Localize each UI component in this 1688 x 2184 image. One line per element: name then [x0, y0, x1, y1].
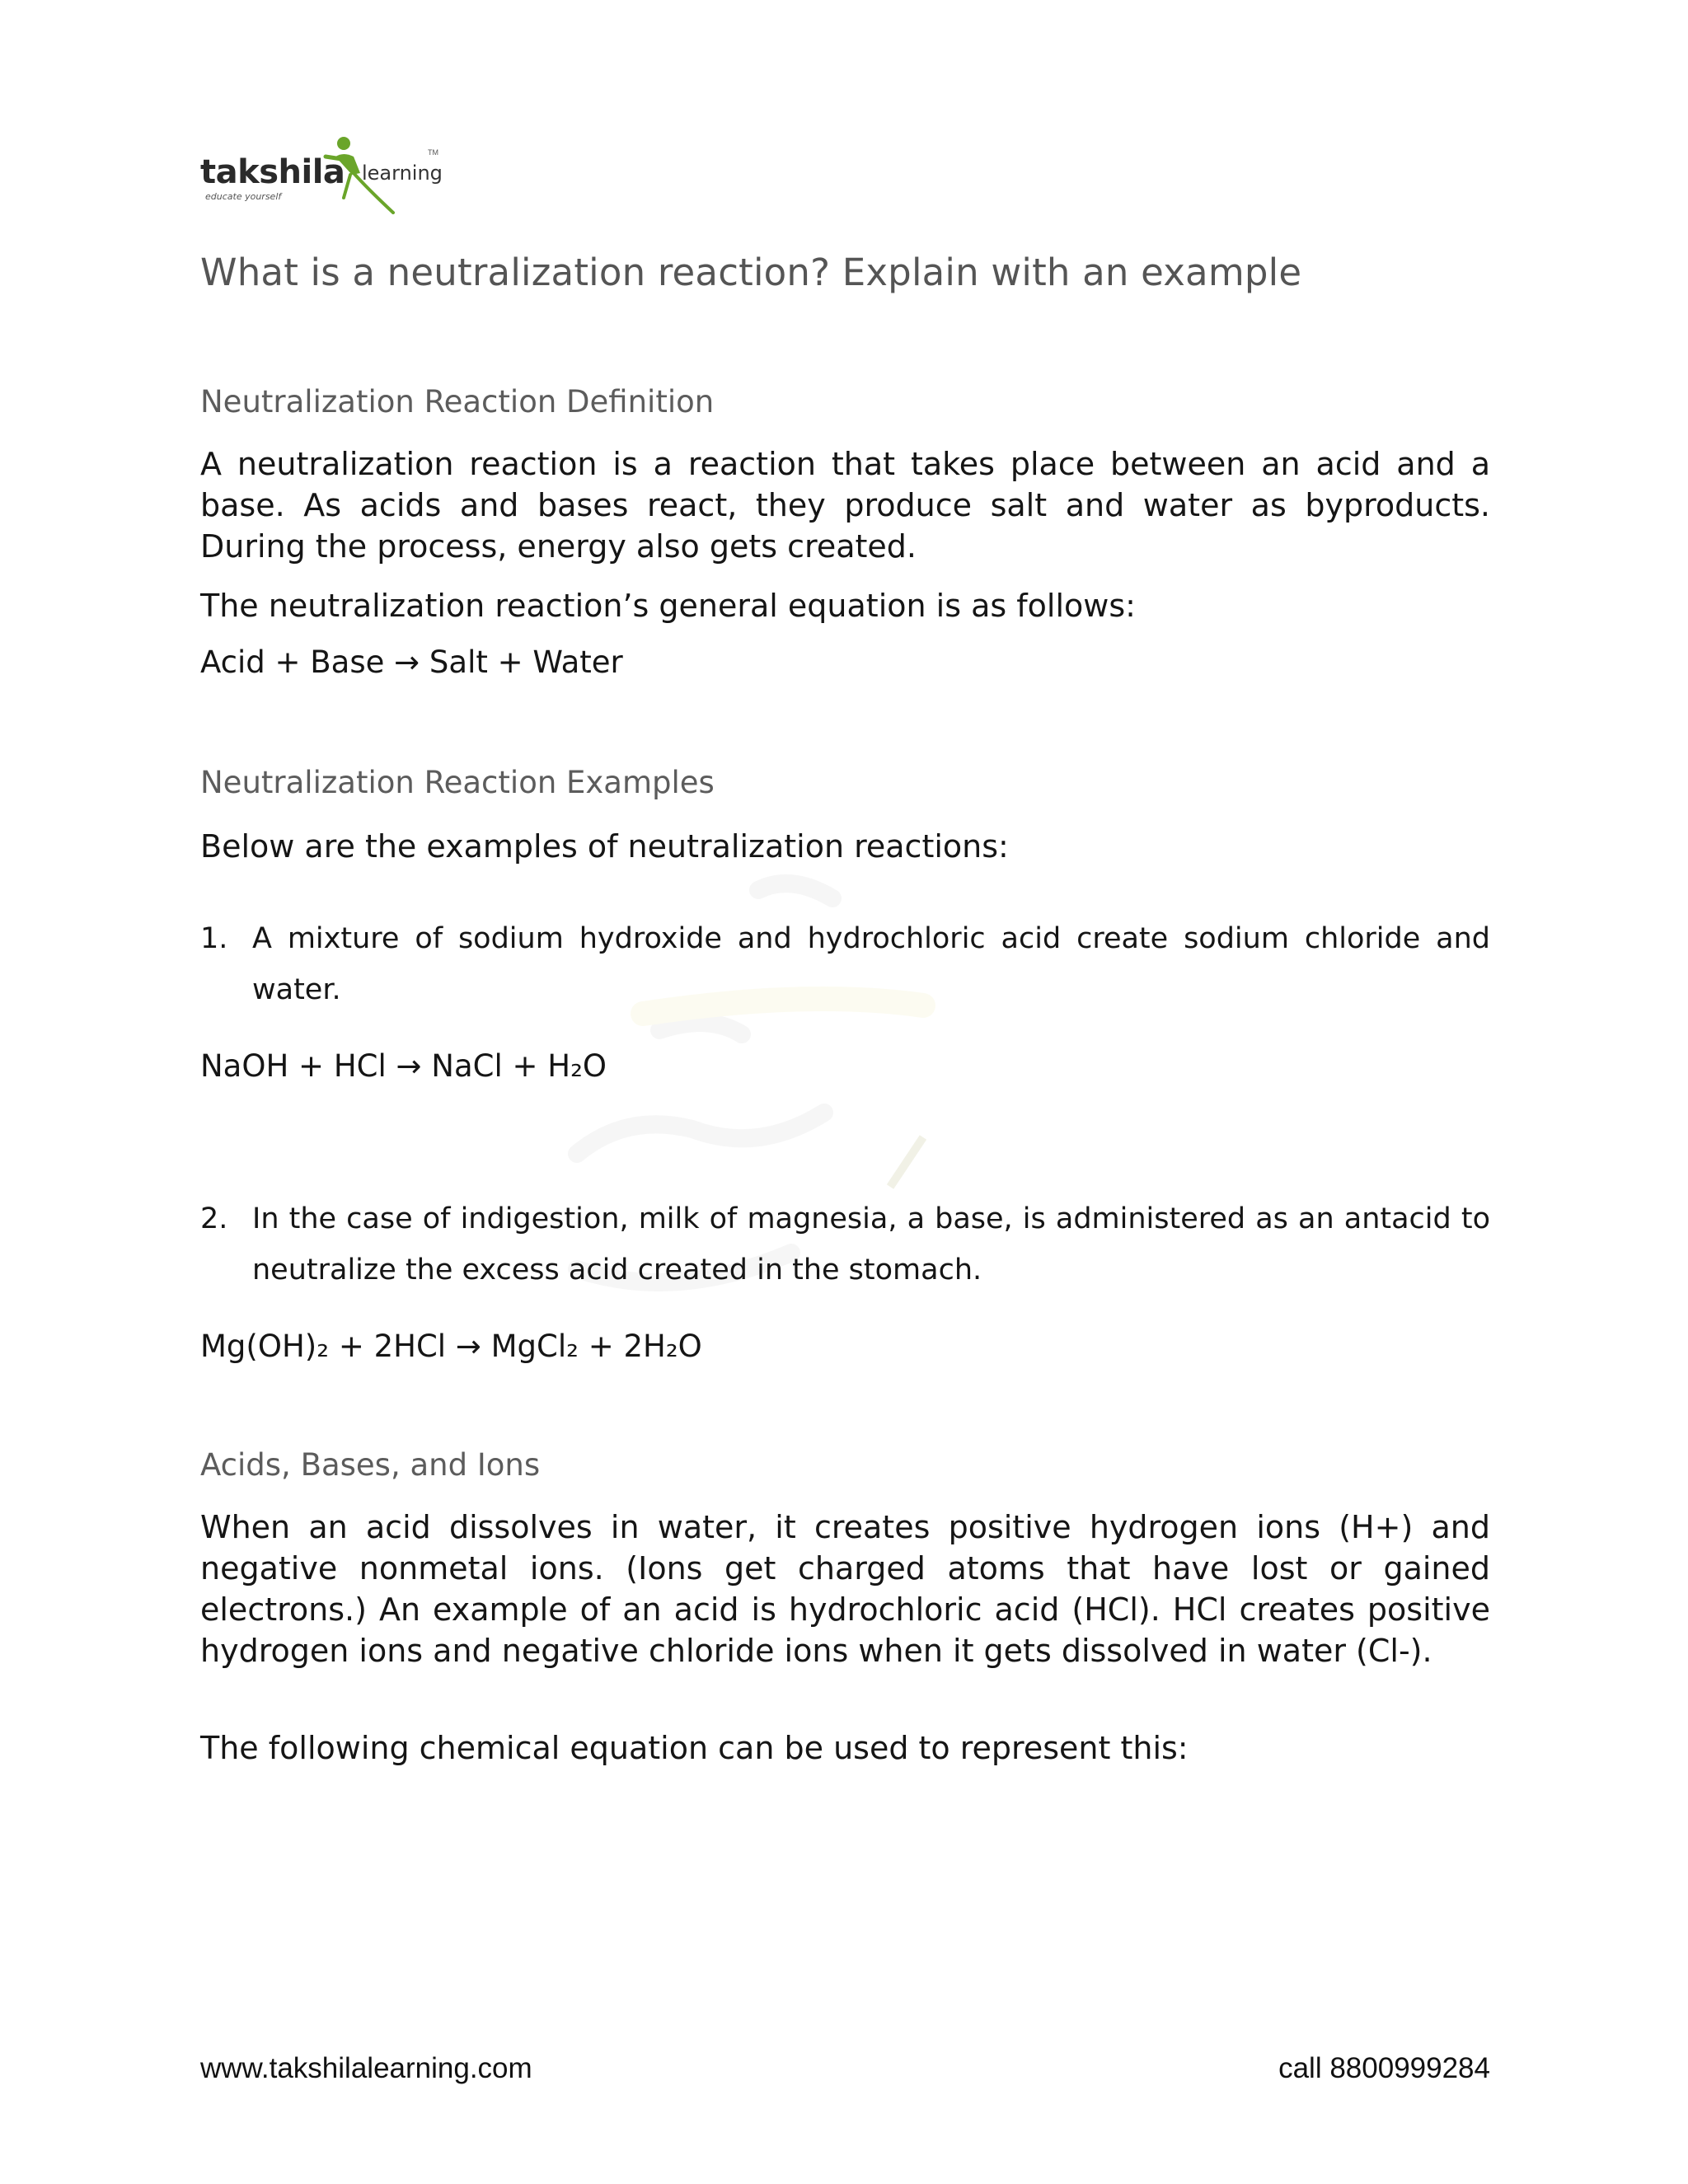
section-heading-definition: Neutralization Reaction Definition	[200, 384, 715, 419]
footer-website-link[interactable]: www.takshilalearning.com	[200, 2052, 532, 2084]
list-item-text: In the case of indigestion, milk of magnesia, a base, is administered as an antacid to neutralize the excess acid created in the stomach.	[252, 1202, 1490, 1286]
ions-paragraph: When an acid dissolves in water, it creates positive hydrogen ions (H+) and negative nonmetal ions. (Ions get charged atoms that have lost or gained electrons.) An example of an acid is hydrochloric acid (HCl). HCl creates positive hydrogen ions and negative chloride ions when it gets dissolved in water (Cl-).	[200, 1509, 1490, 1669]
examples-intro: Below are the examples of neutralization reactions:	[200, 828, 1009, 865]
section-heading-examples: Neutralization Reaction Examples	[200, 765, 715, 800]
logo-wordmark: takshila	[200, 153, 345, 191]
list-item-number: 1.	[200, 922, 228, 955]
page-title: What is a neutralization reaction? Explain with an example	[200, 251, 1302, 294]
list-item-number: 2.	[200, 1202, 228, 1235]
list-item-text: A mixture of sodium hydroxide and hydrochloric acid create sodium chloride and water.	[252, 922, 1490, 1006]
takshila-logo	[200, 132, 448, 223]
definition-paragraph: A neutralization reaction is a reaction that takes place between an acid and a base. As acids and bases react, they produce salt and water as byproducts. During the process, energy also gets created.	[200, 446, 1490, 565]
section-heading-ions: Acids, Bases, and Ions	[200, 1447, 541, 1483]
logo-wordmark-secondary: learning	[362, 162, 443, 185]
example-equation: Mg(OH)₂ + 2HCl → MgCl₂ + 2H₂O	[200, 1329, 702, 1364]
logo-trademark: TM	[428, 148, 438, 157]
ions-equation-intro: The following chemical equation can be used to represent this:	[200, 1730, 1189, 1766]
example-equation: NaOH + HCl → NaCl + H₂O	[200, 1048, 607, 1084]
general-equation-intro: The neutralization reaction’s general equation is as follows:	[200, 588, 1136, 624]
logo-tagline: educate yourself	[205, 191, 282, 202]
general-equation: Acid + Base → Salt + Water	[200, 644, 623, 680]
footer-phone: call 8800999284	[1278, 2052, 1490, 2084]
